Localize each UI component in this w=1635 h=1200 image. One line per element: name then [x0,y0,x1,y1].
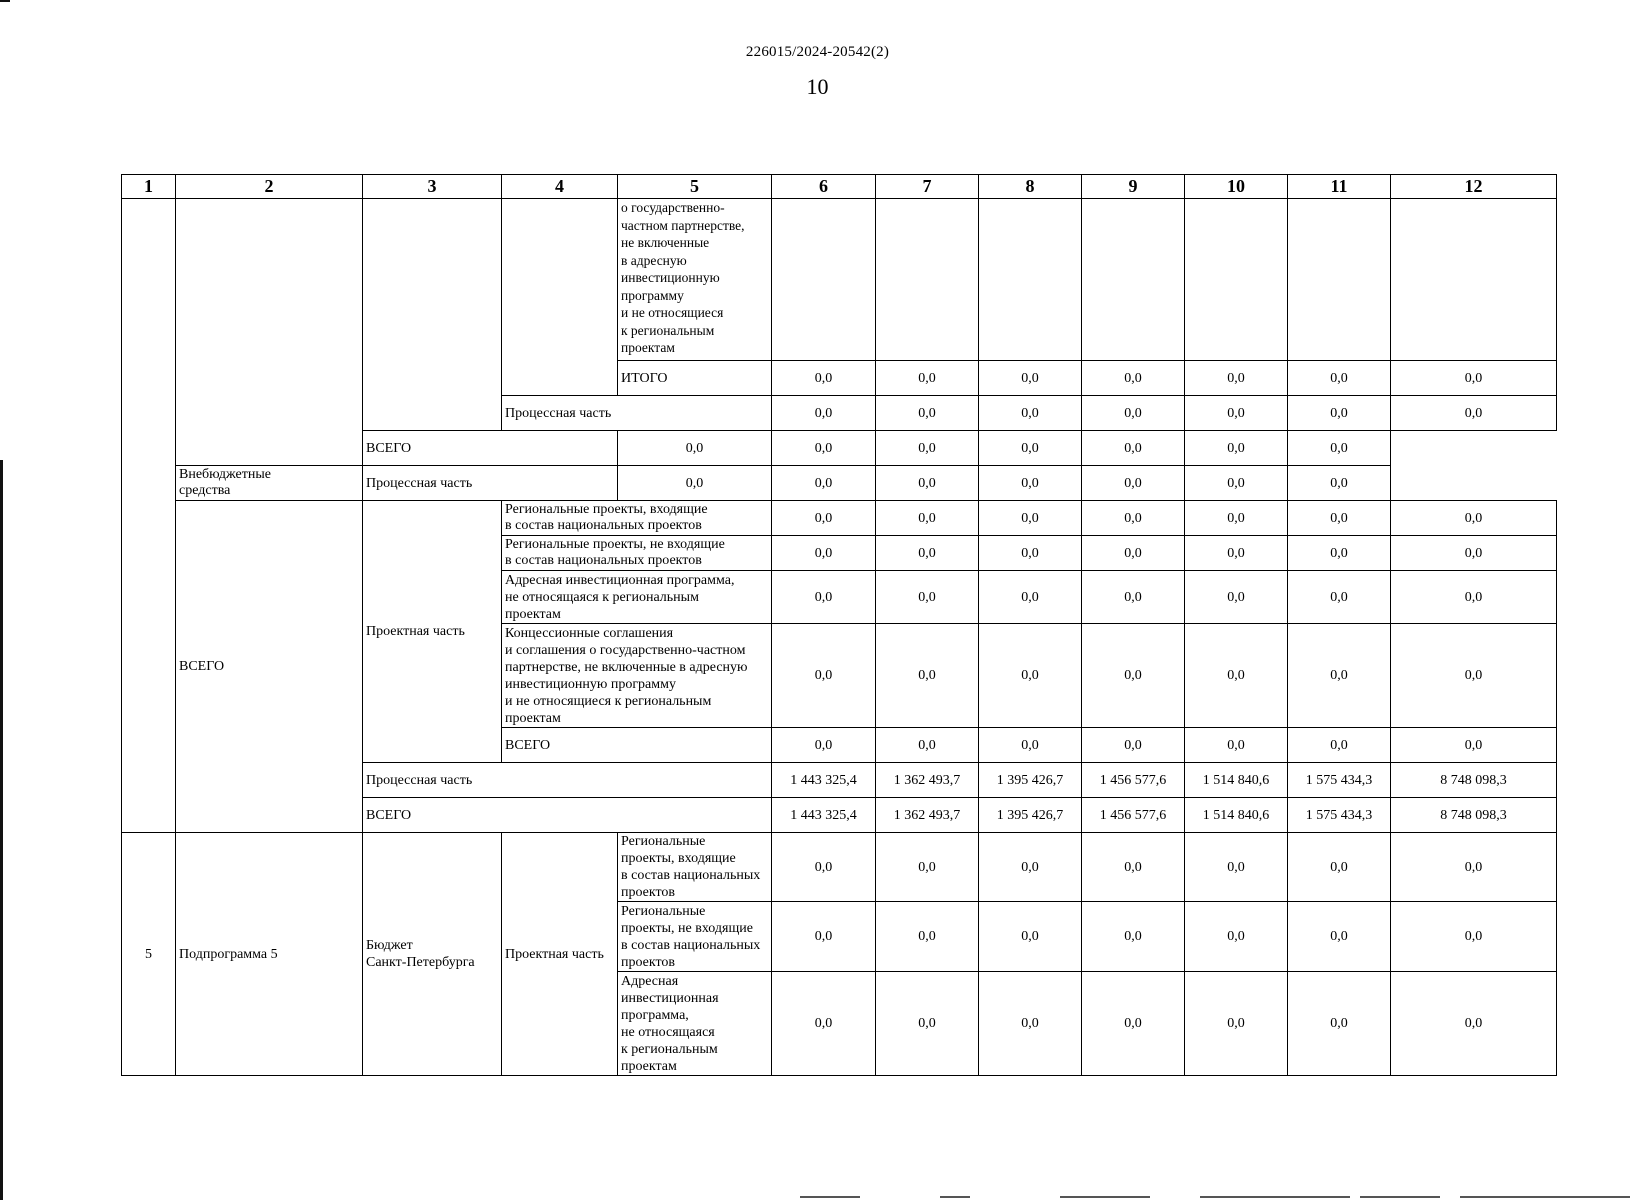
scan-bottom-marks [800,1196,1635,1200]
value-cell-empty [876,199,979,361]
subprogram-name: Подпрограмма 5 [176,833,363,1076]
col3-cell-empty [363,199,502,431]
value-cell: 0,0 [979,431,1082,466]
value-cell: 0,0 [979,972,1082,1076]
col4-cell-empty [502,199,618,396]
value-cell: 0,0 [1288,361,1391,396]
value-cell: 0,0 [1391,833,1557,902]
header-col-1: 1 [122,175,176,199]
header-col-4: 4 [502,175,618,199]
budget-source-label: Бюджет Санкт-Петербурга [363,833,502,1076]
value-cell-empty [1391,199,1557,361]
value-cell: 0,0 [979,833,1082,902]
value-cell: 0,0 [1185,902,1288,972]
header-col-6: 6 [772,175,876,199]
value-cell: 0,0 [1288,431,1391,466]
value-cell: 0,0 [979,466,1082,501]
value-cell: 1 575 434,3 [1288,763,1391,798]
vsego-label: ВСЕГО [502,728,772,763]
header-col-9: 9 [1082,175,1185,199]
value-cell: 0,0 [1082,728,1185,763]
header-col-3: 3 [363,175,502,199]
value-cell: 0,0 [979,571,1082,624]
value-cell: 0,0 [1185,536,1288,571]
value-cell: 0,0 [1288,728,1391,763]
value-cell: 0,0 [1391,571,1557,624]
value-cell: 1 456 577,6 [1082,798,1185,833]
value-cell: 0,0 [1288,396,1391,431]
value-cell: 0,0 [1082,571,1185,624]
value-cell: 0,0 [979,624,1082,728]
concession-label: Концессионные соглашения и соглашения о государственно-частном партнерстве, не включенные в адресную инвестиционную программу и не относящиеся к региональным проектам [502,624,772,728]
value-cell: 0,0 [1082,624,1185,728]
total-vsego-label: ВСЕГО [176,501,363,833]
value-cell: 0,0 [1082,396,1185,431]
value-cell: 0,0 [1391,396,1557,431]
itogo-label: ИТОГО [618,361,772,396]
project-part-label: Проектная часть [502,833,618,1076]
value-cell-empty [1288,199,1391,361]
table-row [122,501,1557,536]
value-cell: 0,0 [1288,624,1391,728]
value-cell: 0,0 [772,728,876,763]
scan-edge-mark [0,460,3,1200]
value-cell-empty [772,199,876,361]
value-cell: 0,0 [1082,431,1185,466]
value-cell: 0,0 [1185,571,1288,624]
value-cell: 0,0 [979,361,1082,396]
value-cell: 0,0 [772,396,876,431]
value-cell-empty [1082,199,1185,361]
value-cell-empty [979,199,1082,361]
value-cell: 0,0 [1288,833,1391,902]
value-cell: 0,0 [772,466,876,501]
table-row [122,466,1557,501]
value-cell: 0,0 [979,396,1082,431]
vsego-label: ВСЕГО [363,798,772,833]
value-cell: 0,0 [1391,536,1557,571]
value-cell: 0,0 [1391,361,1557,396]
value-cell: 0,0 [876,972,979,1076]
value-cell: 0,0 [1185,728,1288,763]
value-cell: 0,0 [772,571,876,624]
aip-label: Адресная инвестиционная программа, не относящаяся к региональным проектам [618,972,772,1076]
header-col-11: 11 [1288,175,1391,199]
value-cell: 0,0 [876,396,979,431]
value-cell: 0,0 [1391,902,1557,972]
col2-cell-empty [176,199,363,466]
regional-projects-not-in-label: Региональные проекты, не входящие в состав национальных проектов [618,902,772,972]
value-cell: 1 575 434,3 [1288,798,1391,833]
regional-projects-not-in-label: Региональные проекты, не входящие в состав национальных проектов [502,536,772,571]
header-row [122,175,1557,199]
value-cell: 0,0 [772,624,876,728]
scan-corner-mark [0,0,10,2]
vsego-label: ВСЕГО [363,431,618,466]
value-cell: 0,0 [772,501,876,536]
value-cell: 1 514 840,6 [1185,798,1288,833]
header-col-5: 5 [618,175,772,199]
process-part-label: Процессная часть [363,763,772,798]
value-cell: 0,0 [1391,728,1557,763]
value-cell: 0,0 [876,431,979,466]
value-cell: 0,0 [772,361,876,396]
value-cell: 0,0 [1082,902,1185,972]
page-number: 10 [806,74,829,99]
value-cell: 0,0 [1082,972,1185,1076]
value-cell: 0,0 [876,501,979,536]
document-number: 226015/2024-20542(2) [745,44,890,60]
value-cell: 0,0 [1288,972,1391,1076]
value-cell: 0,0 [1288,571,1391,624]
value-cell: 0,0 [772,833,876,902]
header-col-12: 12 [1391,175,1557,199]
value-cell: 0,0 [979,536,1082,571]
value-cell: 1 395 426,7 [979,763,1082,798]
value-cell: 8 748 098,3 [1391,798,1557,833]
value-cell: 0,0 [1185,431,1288,466]
regional-projects-in-label: Региональные проекты, входящие в состав национальных проектов [618,833,772,902]
value-cell: 0,0 [876,361,979,396]
value-cell: 0,0 [1185,501,1288,536]
value-cell: 0,0 [1185,466,1288,501]
table-row [122,833,1557,902]
project-part-label: Проектная часть [363,501,502,763]
value-cell: 0,0 [1391,501,1557,536]
value-cell: 0,0 [979,728,1082,763]
budget-table [121,174,1557,1076]
value-cell: 0,0 [772,536,876,571]
value-cell: 0,0 [1185,361,1288,396]
value-cell: 0,0 [772,972,876,1076]
value-cell: 0,0 [1082,466,1185,501]
value-cell: 0,0 [1391,624,1557,728]
aip-label: Адресная инвестиционная программа, не относящаяся к региональным проектам [502,571,772,624]
header-col-10: 10 [1185,175,1288,199]
value-cell: 0,0 [1082,833,1185,902]
value-cell: 1 443 325,4 [772,798,876,833]
value-cell: 0,0 [1185,624,1288,728]
value-cell: 0,0 [1185,833,1288,902]
value-cell: 1 514 840,6 [1185,763,1288,798]
value-cell: 0,0 [1288,466,1391,501]
process-part-label: Процессная часть [363,466,618,501]
value-cell: 0,0 [876,833,979,902]
header-col-2: 2 [176,175,363,199]
value-cell: 0,0 [618,466,772,501]
value-cell: 0,0 [1082,361,1185,396]
value-cell: 0,0 [1288,536,1391,571]
value-cell: 0,0 [979,902,1082,972]
table-row [122,199,1557,361]
value-cell: 0,0 [1288,501,1391,536]
header-col-7: 7 [876,175,979,199]
value-cell: 0,0 [876,728,979,763]
value-cell: 0,0 [1185,972,1288,1076]
value-cell: 0,0 [772,902,876,972]
offbudget-label: Внебюджетные средства [176,466,363,501]
value-cell: 0,0 [876,536,979,571]
value-cell-empty [1185,199,1288,361]
value-cell: 1 443 325,4 [772,763,876,798]
value-cell: 1 456 577,6 [1082,763,1185,798]
ppp-label: о государственно- частном партнерстве, не включенные в адресную инвестиционную программу и не относящиеся к региональным проектам [618,199,772,361]
value-cell: 0,0 [1082,536,1185,571]
value-cell: 0,0 [876,466,979,501]
row-number-cell-empty [122,199,176,833]
value-cell: 0,0 [876,902,979,972]
value-cell: 0,0 [1288,902,1391,972]
value-cell: 0,0 [876,624,979,728]
value-cell: 0,0 [772,431,876,466]
value-cell: 0,0 [876,571,979,624]
value-cell: 0,0 [618,431,772,466]
value-cell: 1 395 426,7 [979,798,1082,833]
value-cell: 0,0 [1082,501,1185,536]
header-col-8: 8 [979,175,1082,199]
value-cell: 1 362 493,7 [876,798,979,833]
value-cell: 1 362 493,7 [876,763,979,798]
value-cell: 0,0 [1185,396,1288,431]
process-part-label: Процессная часть [502,396,772,431]
value-cell: 0,0 [1391,972,1557,1076]
value-cell: 0,0 [979,501,1082,536]
row-number: 5 [122,833,176,1076]
regional-projects-in-label: Региональные проекты, входящие в состав национальных проектов [502,501,772,536]
value-cell: 8 748 098,3 [1391,763,1557,798]
